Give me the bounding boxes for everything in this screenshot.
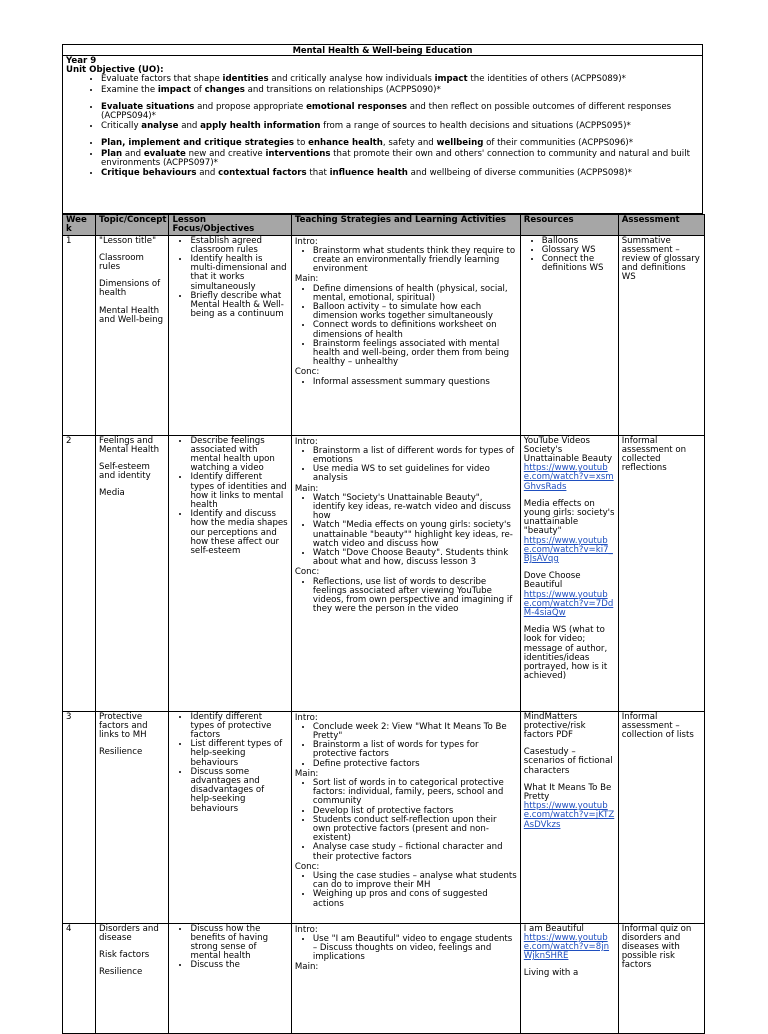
activity-item: • Informal assessment summary questions xyxy=(313,378,517,387)
header-topic: Topic/Concept xyxy=(96,215,169,236)
resource-link[interactable]: https://www.youtube.com/watch?v=7DdM-4siaQw xyxy=(523,589,614,619)
objective-keyword: changes xyxy=(204,84,245,95)
objective-keyword: impact xyxy=(434,74,468,85)
focus-item: • Identify and discuss how the media shapes our perceptions and how these affect our self-esteem xyxy=(190,510,287,556)
topic-item: Resilience xyxy=(99,967,143,978)
table-header-row xyxy=(63,215,705,236)
assessment-cell: Informal assessment – collection of lists xyxy=(618,711,704,923)
activity-list xyxy=(295,723,517,769)
focus-cell xyxy=(169,923,291,1033)
resources-cell xyxy=(520,923,618,1033)
topic-item: Risk factors xyxy=(99,950,150,960)
activity-section-label: Main: xyxy=(294,768,319,779)
objective-text: to xyxy=(293,138,309,149)
document-page xyxy=(62,44,703,1034)
resources-cell xyxy=(520,435,618,711)
activities-cell xyxy=(291,711,520,923)
resource-text: Casestudy – scenarios of fictional characters xyxy=(523,747,613,776)
objective-text: and wellbeing of diverse communities (ACPPS098)* xyxy=(407,168,632,179)
objective-keyword: influence health xyxy=(329,168,408,179)
activity-item: • Reflections, use list of words to describe feelings associated after viewing YouTube videos, from own perspective and imagining if they were the person in the video xyxy=(313,578,517,615)
focus-list xyxy=(172,437,287,557)
activity-list xyxy=(295,285,517,368)
objective-text: that promote their own and others' connection to community and natural and built environments (ACPPS097)* xyxy=(101,148,690,168)
activity-item: • Define protective factors xyxy=(313,760,517,769)
objective-keyword: Critique behaviours xyxy=(101,168,197,179)
topic-cell xyxy=(96,923,169,1033)
objective-keyword: interventions xyxy=(265,148,331,159)
activity-item: • Watch "Dove Choose Beauty". Students think about what and how, discuss lesson 3 xyxy=(313,549,517,567)
objective-text: the identities of others (ACPPS089)* xyxy=(467,74,626,85)
objective-text: Critically xyxy=(101,121,142,132)
objective-text: of their communities (ACPPS096)* xyxy=(483,138,634,149)
objective-text: from a range of sources to health decisions and situations (ACPPS095)* xyxy=(320,121,631,132)
objective-text: and propose appropriate xyxy=(194,101,307,112)
resource-entry xyxy=(524,969,615,978)
header-lesson-focus: Lesson Focus/Objectives xyxy=(169,215,291,236)
objective-item xyxy=(101,150,699,168)
activity-item: • Sort list of words in to categorical protective factors: individual, family, peers, school and community xyxy=(313,779,517,807)
resource-text: What It Means To Be Pretty xyxy=(523,782,612,803)
topic-item: Protective factors and links to MH xyxy=(99,711,148,740)
resource-text: Living with a xyxy=(523,968,579,979)
activity-list xyxy=(295,378,517,387)
activity-section-label: Intro: xyxy=(294,436,318,447)
activities-cell xyxy=(291,923,520,1033)
topic-cell xyxy=(96,435,169,711)
topic-cell xyxy=(96,711,169,923)
activity-item: • Analyse case study – fictional character and their protective factors xyxy=(313,843,517,861)
activity-section-label: Main: xyxy=(294,274,319,285)
resource-entry xyxy=(524,784,615,830)
objective-text: and then reflect on possible outcomes of different responses (ACPPS094)* xyxy=(101,101,672,122)
objective-item xyxy=(101,139,699,148)
activity-section-label: Conc: xyxy=(294,861,320,872)
year-label: Year 9 xyxy=(66,56,97,66)
activity-item: • Develop list of protective factors xyxy=(313,807,517,816)
resource-link[interactable]: https://www.youtube.com/watch?v=ki7_BJsAVqg xyxy=(523,535,613,565)
objective-keyword: Plan xyxy=(101,148,123,159)
objective-text: of xyxy=(190,84,205,95)
activity-section-label: Conc: xyxy=(294,567,320,578)
activity-item: • Brainstorm feelings associated with mental health and well-being, order them from being healthy – unhealthy xyxy=(313,340,517,368)
unit-header xyxy=(62,56,703,214)
objective-item xyxy=(101,169,699,178)
activity-item: • Watch "Society's Unattainable Beauty", identify key ideas, re-watch video and discuss how xyxy=(313,494,517,522)
focus-item: • Identify different types of protective factors xyxy=(190,713,287,741)
activity-item: • Brainstorm a list of different words for types of emotions xyxy=(313,447,517,465)
activity-section-label: Conc: xyxy=(294,367,320,378)
activity-item: • Watch "Media effects on young girls: society's unattainable "beauty"" highlight key ideas, re-watch video and discuss how xyxy=(313,521,517,549)
topic-cell xyxy=(96,235,169,435)
focus-item: • Identify health is multi-dimensional and that it works simultaneously xyxy=(190,255,287,292)
objective-text: Examine the xyxy=(101,84,158,95)
activity-item: • Conclude week 2: View "What It Means To Be Pretty" xyxy=(313,723,517,741)
activity-list xyxy=(295,447,517,484)
focus-item: • Discuss how the benefits of having strong sense of mental health xyxy=(190,925,287,962)
objective-item xyxy=(101,103,699,121)
resource-text: I am Beautiful xyxy=(523,923,584,934)
focus-cell xyxy=(169,435,291,711)
activity-item: • Using the case studies – analyse what students can do to improve their MH xyxy=(313,872,517,890)
topic-item: Disorders and disease xyxy=(99,923,159,943)
assessment-cell: Summative assessment – review of glossary and definitions WS xyxy=(618,235,704,435)
activity-item: • Balloon activity – to simulate how each dimension works together simultaneously xyxy=(313,303,517,321)
activity-item: • Define dimensions of health (physical, social, mental, emotional, spiritual) xyxy=(313,285,517,303)
resource-text: Media WS (what to look for video; message of author, identities/ideas portrayed, how is it achieved) xyxy=(523,625,608,682)
unit-objective-label: Unit Objective (UO): xyxy=(66,65,164,76)
objective-text: and critically analyse how individuals xyxy=(268,74,435,85)
activity-list xyxy=(295,494,517,568)
objective-keyword: emotional responses xyxy=(306,101,407,112)
resource-entry xyxy=(524,626,615,681)
activity-list xyxy=(295,578,517,615)
lesson-plan-table xyxy=(62,214,705,1034)
objective-keyword: evaluate xyxy=(143,148,186,159)
topic-item: "Lesson title" xyxy=(99,235,157,246)
activity-item: • Students conduct self-reflection upon their own protective factors (present and non-existent) xyxy=(313,816,517,844)
objective-item xyxy=(101,122,699,131)
objective-text: and xyxy=(196,168,219,179)
header-week: Wee k xyxy=(63,215,96,236)
focus-cell xyxy=(169,235,291,435)
header-resources: Resources xyxy=(520,215,618,236)
resource-entry xyxy=(524,925,615,962)
resource-link[interactable]: https://www.youtube.com/watch?v=8jnWjknSHRE xyxy=(523,932,610,962)
activity-list xyxy=(295,935,517,963)
resource-entry xyxy=(524,713,615,741)
document-title: Mental Health & Well-being Education xyxy=(62,44,703,56)
objective-text: new and creative xyxy=(185,148,266,159)
activity-item: • Use media WS to set guidelines for video analysis xyxy=(313,465,517,483)
objective-item xyxy=(101,86,699,95)
activity-item: • Brainstorm a list of words for types for protective factors xyxy=(313,741,517,759)
activity-item: • Weighing up pros and cons of suggested actions xyxy=(313,890,517,908)
focus-item: • Briefly describe what Mental Health & Well-being as a continuum xyxy=(190,292,287,320)
activities-cell xyxy=(291,235,520,435)
objective-keyword: Plan, implement and critique strategies xyxy=(101,138,294,149)
resource-text: YouTube Videos Society's Unattainable Beauty xyxy=(523,435,613,464)
activity-item: • Connect words to definitions worksheet on dimensions of health xyxy=(313,321,517,339)
activity-section-label: Intro: xyxy=(294,712,318,723)
resource-text: Media effects on young girls: society's unattainable "beauty" xyxy=(523,498,615,537)
table-row xyxy=(63,435,705,711)
week-cell: 3 xyxy=(63,711,96,923)
objective-text: and xyxy=(122,148,144,159)
assessment-cell: Informal assessment on collected reflections xyxy=(618,435,704,711)
week-cell: 1 xyxy=(63,235,96,435)
focus-item: • Discuss some advantages and disadvantages of help-seeking behaviours xyxy=(190,768,287,814)
header-teaching-strategies: Teaching Strategies and Learning Activities xyxy=(291,215,520,236)
objective-keyword: impact xyxy=(157,84,191,95)
objective-text: and transitions on relationships (ACPPS090)* xyxy=(244,84,441,95)
topic-item: Mental Health and Well-being xyxy=(99,305,164,325)
table-row xyxy=(63,235,705,435)
objective-keyword: apply health information xyxy=(200,121,321,132)
assessment-cell: Informal quiz on disorders and diseases with possible risk factors xyxy=(618,923,704,1033)
resource-entry xyxy=(524,572,615,618)
table-row xyxy=(63,711,705,923)
week-cell: 4 xyxy=(63,923,96,1033)
objective-keyword: Evaluate situations xyxy=(101,101,195,112)
resource-item: • Balloons xyxy=(542,237,615,246)
objective-keyword: analyse xyxy=(141,121,179,132)
activity-item: • Use "I am Beautiful" video to engage students – Discuss thoughts on video, feelings and implications xyxy=(313,935,517,963)
objective-keyword: enhance health xyxy=(308,138,383,149)
topic-item: Classroom rules xyxy=(99,252,144,272)
objective-keyword: contextual factors xyxy=(218,168,307,179)
week-cell: 2 xyxy=(63,435,96,711)
focus-item: • Describe feelings associated with mental health upon watching a video xyxy=(190,437,287,474)
table-row xyxy=(63,923,705,1033)
objective-text: that xyxy=(306,168,330,179)
topic-item: Self-esteem and identity xyxy=(99,462,151,482)
activity-list xyxy=(295,247,517,275)
focus-cell xyxy=(169,711,291,923)
objective-text: Evaluate factors that shape xyxy=(101,74,223,85)
topic-item: Media xyxy=(99,488,125,499)
objectives-list xyxy=(66,75,699,178)
activity-list xyxy=(295,779,517,862)
resource-entry xyxy=(524,748,615,776)
resources-list xyxy=(524,237,615,274)
objective-item xyxy=(101,75,699,84)
topic-item: Dimensions of health xyxy=(99,279,161,299)
focus-item: • List different types of help-seeking behaviours xyxy=(190,740,287,768)
header-assessment: Assessment xyxy=(618,215,704,236)
topic-item: Feelings and Mental Health xyxy=(99,435,160,455)
activities-cell xyxy=(291,435,520,711)
activity-section-label: Main: xyxy=(294,962,319,973)
focus-list xyxy=(172,237,287,320)
resource-entry xyxy=(524,500,615,564)
resource-entry xyxy=(524,437,615,492)
objective-text: , safety and xyxy=(382,138,437,149)
focus-item: • Identify different types of identities and how it links to mental health xyxy=(190,473,287,510)
focus-list xyxy=(172,713,287,814)
activity-list xyxy=(295,872,517,909)
objective-text: and xyxy=(178,121,201,132)
objective-keyword: identities xyxy=(222,74,269,85)
activity-section-label: Intro: xyxy=(294,236,318,247)
objective-keyword: wellbeing xyxy=(436,138,484,149)
resource-item: • Glossary WS xyxy=(542,246,615,255)
resource-text: Dove Choose Beautiful xyxy=(523,571,581,591)
resources-cell xyxy=(520,235,618,435)
focus-list xyxy=(172,925,287,971)
resource-item: • Connect the definitions WS xyxy=(542,255,615,273)
resource-link[interactable]: https://www.youtube.com/watch?v=xsmGhvsRads xyxy=(523,463,614,492)
focus-item: • Establish agreed classroom rules xyxy=(190,237,287,255)
activity-item: • Brainstorm what students think they require to create an environmentally friendly learning environment xyxy=(313,247,517,275)
focus-item: • Discuss the xyxy=(190,961,287,970)
resources-cell xyxy=(520,711,618,923)
activity-section-label: Intro: xyxy=(294,924,318,935)
activity-section-label: Main: xyxy=(294,483,319,494)
topic-item: Resilience xyxy=(99,747,143,758)
resource-text: MindMatters protective/risk factors PDF xyxy=(523,711,586,740)
resource-link[interactable]: https://www.youtube.com/watch?v=jKTZAsDVkzs xyxy=(523,801,615,830)
